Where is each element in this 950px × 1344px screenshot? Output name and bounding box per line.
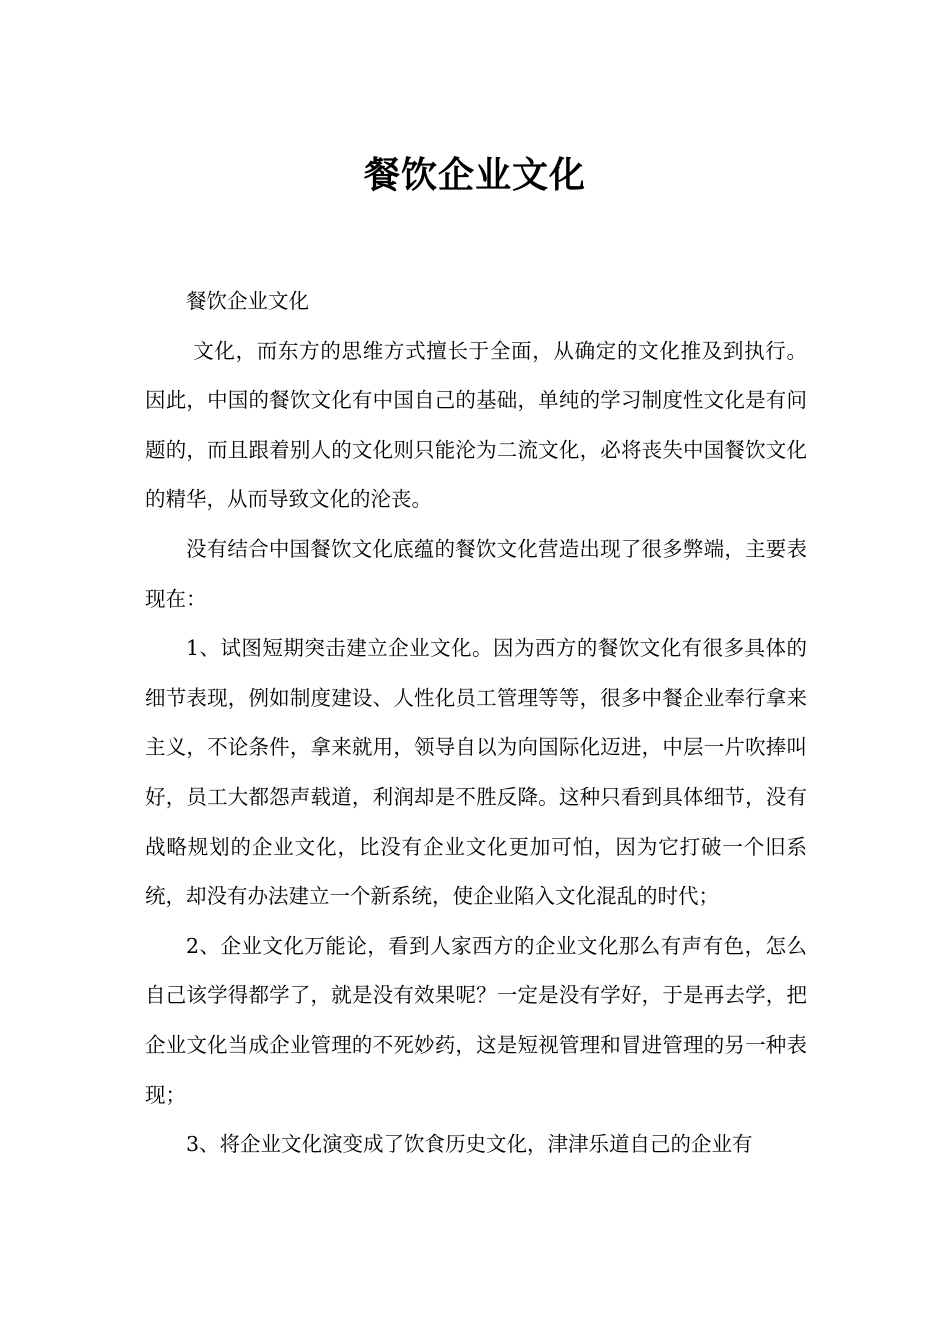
list-item-paragraph: 2、企业文化万能论，看到人家西方的企业文化那么有声有色，怎么自己该学得都学了，就是没有效果呢？一定是没有学好，于是再去学，把企业文化当成企业管理的不死妙药，这是短视管理和冒进管理的另一种表现； — [145, 933, 807, 1107]
paragraph-heading: 餐饮企业文化 — [186, 289, 309, 313]
document-title: 餐饮企业文化 — [363, 155, 586, 197]
paragraph: 文化，而东方的思维方式擅长于全面，从确定的文化推及到执行。因此，中国的餐饮文化有中国自己的基础，单纯的学习制度性文化是有问题的，而且跟着别人的文化则只能沦为二流文化，必将丧失中国餐饮文化的精华，从而导致文化的沦丧。 — [145, 338, 807, 512]
list-item-paragraph: 1、试图短期突击建立企业文化。因为西方的餐饮文化有很多具体的细节表现，例如制度建设、人性化员工管理等等，很多中餐企业奉行拿来主义，不论条件，拿来就用，领导自以为向国际化迈进，中层一片吹捧叫好，员工大都怨声载道，利润却是不胜反降。这种只看到具体细节，没有战略规划的企业文化，比没有企业文化更加可怕，因为它打破一个旧系统，却没有办法建立一个新系统，使企业陷入文化混乱的时代； — [145, 636, 807, 909]
document-body — [145, 277, 807, 1170]
paragraph: 没有结合中国餐饮文化底蕴的餐饮文化营造出现了很多弊端，主要表现在： — [145, 536, 807, 611]
list-item-paragraph: 3、将企业文化演变成了饮食历史文化，津津乐道自己的企业有 — [186, 1132, 753, 1157]
